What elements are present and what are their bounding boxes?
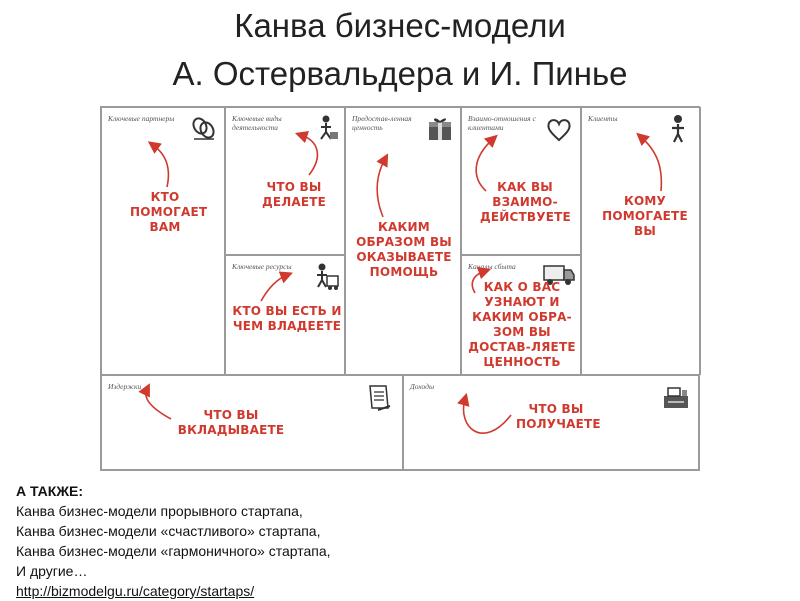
heart-icon — [546, 118, 572, 142]
person-icon — [666, 114, 690, 144]
worker-icon — [312, 114, 340, 142]
block-question: КАК ВЫ ВЗАИМО-ДЕЙСТВУЕТЕ — [480, 180, 571, 224]
block-customer-relationships — [461, 107, 581, 255]
block-question: КАК О ВАС УЗНАЮТ И КАКИМ ОБРА-ЗОМ ВЫ ДОСТАВ-ЛЯЕТЕ ЦЕННОСТЬ — [468, 280, 576, 369]
block-label: Каналы сбыта — [468, 262, 516, 271]
block-label: Взаимо-отношения с клиентами — [468, 114, 536, 132]
cash-register-icon — [660, 382, 692, 412]
block-question: КТО ПОМОГАЕТ ВАМ — [130, 190, 208, 234]
chain-link-icon — [190, 114, 218, 142]
page-title-line-1: Канва бизнес-модели — [234, 7, 566, 44]
also-item: И другие… — [16, 563, 88, 579]
gift-box-icon — [426, 116, 456, 144]
block-label: Издержки — [108, 382, 142, 391]
receipt-icon — [364, 382, 394, 412]
source-link[interactable]: http://bizmodelgu.ru/category/startaps/ — [16, 583, 255, 599]
also-item: Канва бизнес-модели «гармоничного» стартапа, — [16, 543, 331, 559]
also-item: Канва бизнес-модели прорывного стартапа, — [16, 503, 303, 519]
block-question: ЧТО ВЫ ВКЛАДЫВАЕТЕ — [177, 408, 285, 437]
block-label: Ключевые партнеры — [108, 114, 175, 123]
block-label: Клиенты — [588, 114, 618, 123]
block-question: КОМУ ПОМОГАЕТЕ ВЫ — [602, 194, 688, 238]
block-label: Доходы — [410, 382, 435, 391]
block-label: Ключевые виды деятельности — [232, 114, 282, 132]
block-key-resources — [225, 255, 345, 375]
also-item: Канва бизнес-модели «счастливого» стартапа, — [16, 523, 321, 539]
block-key-activities — [225, 107, 345, 255]
forklift-worker-icon — [310, 262, 340, 292]
block-question: КАКИМ ОБРАЗОМ ВЫ ОКАЗЫВАЕТЕ ПОМОЩЬ — [356, 220, 452, 279]
block-question: КТО ВЫ ЕСТЬ И ЧЕМ ВЛАДЕЕТЕ — [232, 304, 342, 333]
block-label: Ключевые ресурсы — [232, 262, 292, 271]
business-model-canvas — [100, 106, 700, 471]
block-revenue-streams — [403, 375, 699, 470]
block-customer-segments — [581, 107, 701, 375]
page-title-line-2: А. Остервальдера и И. Пинье — [172, 55, 628, 92]
also-section — [16, 481, 576, 601]
block-question: ЧТО ВЫ ПОЛУЧАЕТЕ — [516, 402, 601, 431]
block-question: ЧТО ВЫ ДЕЛАЕТЕ — [261, 180, 327, 209]
block-value-proposition — [345, 107, 461, 375]
block-label: Предостав-ленная ценность — [352, 114, 412, 132]
block-channels — [461, 255, 581, 375]
block-cost-structure — [101, 375, 403, 470]
also-heading: А ТАКЖЕ: — [16, 483, 83, 499]
block-key-partners — [101, 107, 225, 375]
